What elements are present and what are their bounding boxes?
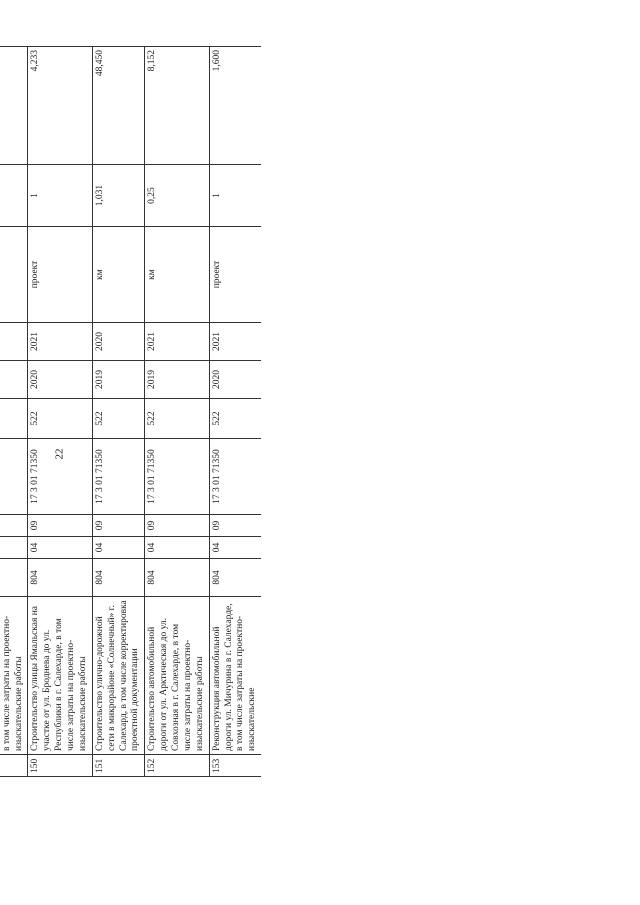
year-end: 2020 bbox=[92, 323, 145, 361]
table-row bbox=[28, 47, 92, 777]
object-name: Реконструкция автомобильной дороги ул. Мичурина в г. Салехарде, в том числе затраты на проектно-изыскательские bbox=[209, 597, 261, 755]
rotated-table-container bbox=[0, 47, 437, 777]
table-row bbox=[0, 47, 28, 777]
row-number: 151 bbox=[92, 755, 145, 777]
amount: 48,450 bbox=[92, 47, 145, 165]
page-number: 22 bbox=[53, 448, 66, 460]
code-3: 804 bbox=[145, 559, 209, 597]
code-4: 04 bbox=[28, 537, 92, 559]
year-start: 2020 bbox=[28, 361, 92, 399]
object-name: Строительство улицы Ямальская на участке от ул. Броднева до ул. Республики в г. Салехарде, в том числе затраты на проектно-изыскательские работы bbox=[28, 597, 92, 755]
code-5: 09 bbox=[145, 515, 209, 537]
quantity: 0,25 bbox=[145, 165, 209, 227]
table-row bbox=[92, 47, 145, 777]
unit: км bbox=[145, 227, 209, 323]
code-4: 04 bbox=[92, 537, 145, 559]
code-7 bbox=[0, 399, 28, 439]
unit bbox=[0, 227, 28, 323]
code-7: 522 bbox=[92, 399, 145, 439]
code-6: 17 3 01 71350 bbox=[28, 439, 92, 515]
amount: 8,152 bbox=[145, 47, 209, 165]
code-4: 04 bbox=[145, 537, 209, 559]
table-row bbox=[209, 47, 261, 777]
amount bbox=[0, 47, 28, 165]
row-number: 152 bbox=[145, 755, 209, 777]
code-4: 04 bbox=[209, 537, 261, 559]
object-name: Строительство автомобильной дороги от ул. Арктическая до ул. Совхозная в г. Салехарде, в том числе затраты на проектно-изыскательские работы bbox=[145, 597, 209, 755]
table-row bbox=[145, 47, 209, 777]
code-7: 522 bbox=[28, 399, 92, 439]
code-5 bbox=[0, 515, 28, 537]
code-6: 17 3 01 71350 bbox=[92, 439, 145, 515]
object-name: Строительство улично-дорожной сети в микрорайоне «Солнечный» г. Салехард, в том числе корректировка проектной документации bbox=[92, 597, 145, 755]
data-table bbox=[0, 46, 261, 777]
code-6: 17 3 01 71350 bbox=[209, 439, 261, 515]
amount: 4,233 bbox=[28, 47, 92, 165]
amount: 1,600 bbox=[209, 47, 261, 165]
year-end: 2021 bbox=[145, 323, 209, 361]
year-end: 2021 bbox=[28, 323, 92, 361]
quantity: 1,031 bbox=[92, 165, 145, 227]
unit: проект bbox=[209, 227, 261, 323]
year-end: 2021 bbox=[209, 323, 261, 361]
year-start: 2019 bbox=[92, 361, 145, 399]
unit: проект bbox=[28, 227, 92, 323]
code-3: 804 bbox=[92, 559, 145, 597]
quantity: 1 bbox=[28, 165, 92, 227]
year-end bbox=[0, 323, 28, 361]
code-3: 804 bbox=[28, 559, 92, 597]
code-6 bbox=[0, 439, 28, 515]
row-number bbox=[0, 755, 28, 777]
quantity: 1 bbox=[209, 165, 261, 227]
year-start bbox=[0, 361, 28, 399]
row-number: 150 bbox=[28, 755, 92, 777]
row-number: 153 bbox=[209, 755, 261, 777]
code-5: 09 bbox=[92, 515, 145, 537]
code-7: 522 bbox=[209, 399, 261, 439]
code-4 bbox=[0, 537, 28, 559]
year-start: 2019 bbox=[145, 361, 209, 399]
code-3 bbox=[0, 559, 28, 597]
code-6: 17 3 01 71350 bbox=[145, 439, 209, 515]
code-3: 804 bbox=[209, 559, 261, 597]
unit: км bbox=[92, 227, 145, 323]
quantity bbox=[0, 165, 28, 227]
code-5: 09 bbox=[209, 515, 261, 537]
year-start: 2020 bbox=[209, 361, 261, 399]
code-5: 09 bbox=[28, 515, 92, 537]
object-name: в том числе затраты на проектно-изыскательские работы bbox=[0, 597, 28, 755]
code-7: 522 bbox=[145, 399, 209, 439]
